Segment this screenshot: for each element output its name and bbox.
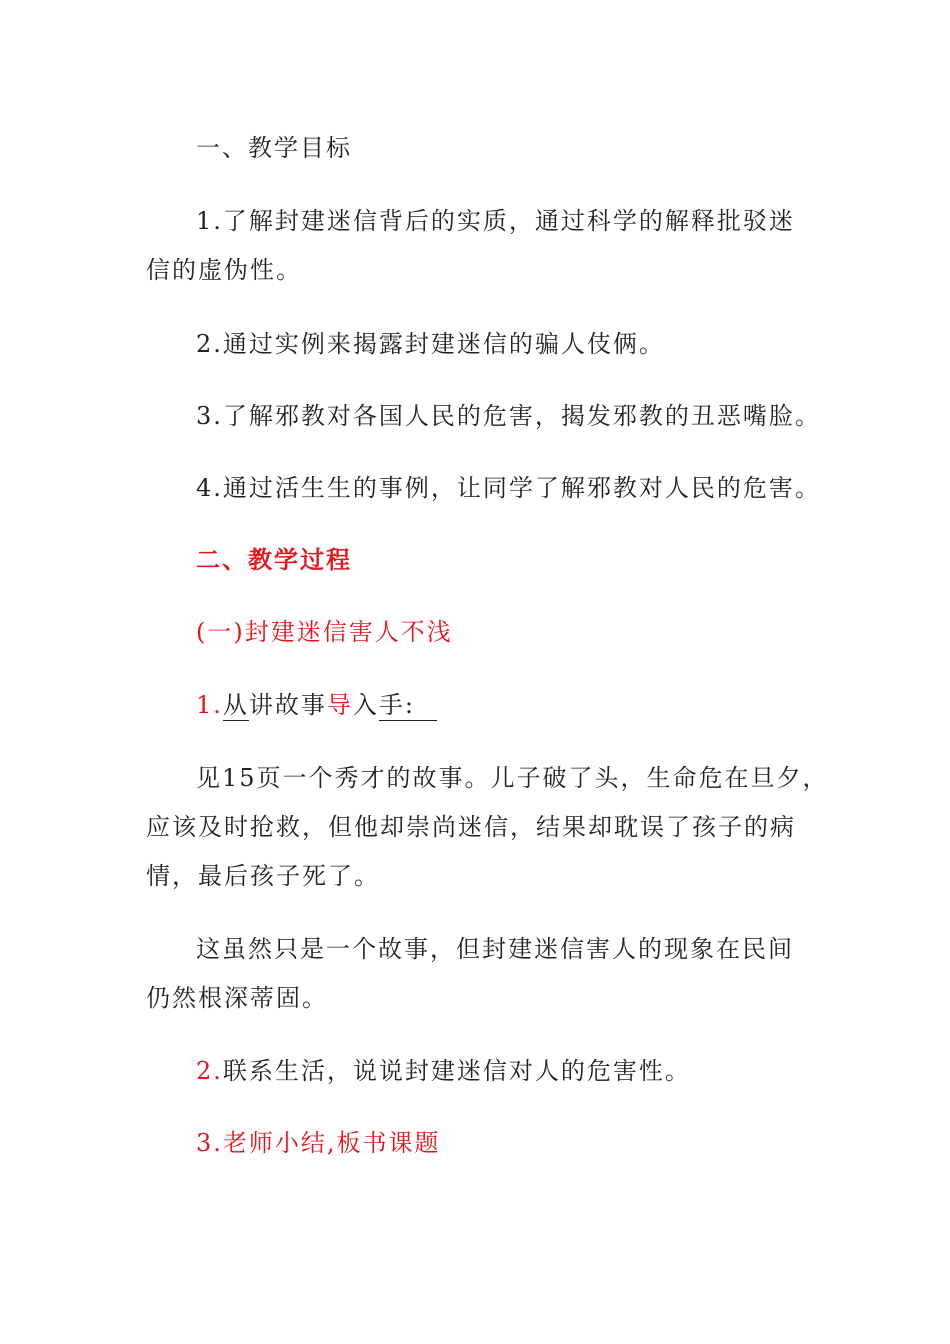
story-line-1: 见15页一个秀才的故事。儿子破了头，生命危在旦夕， — [196, 764, 829, 792]
step-1-text-a: 从 — [222, 691, 249, 719]
story-line-3: 情，最后孩子死了。 — [146, 862, 380, 890]
objectives-heading: 一、教学目标 — [196, 134, 352, 162]
step-1-text-c: 导 — [326, 691, 353, 719]
note-line-2: 仍然根深蒂固。 — [146, 984, 328, 1012]
story-line-2: 应该及时抢救，但他却崇尚迷信，结果却耽误了孩子的病 — [146, 813, 796, 841]
objective-1-line-1: 1.了解封建迷信背后的实质，通过科学的解释批驳迷 — [196, 207, 795, 235]
step-2 — [196, 1056, 691, 1086]
step-3: 3.老师小结,板书课题 — [196, 1129, 441, 1157]
objective-2: 2.通过实例来揭露封建迷信的骗人伎俩。 — [196, 330, 665, 358]
step-1-text-d: 入 — [352, 691, 379, 719]
step-2-text: 联系生活，说说封建迷信对人的危害性。 — [222, 1057, 691, 1085]
note-line-1: 这虽然只是一个故事，但封建迷信害人的现象在民间 — [196, 935, 794, 963]
process-heading: 二、教学过程 — [196, 545, 352, 574]
step-1-number: 1. — [196, 691, 223, 719]
section-1-title: (一)封建迷信害人不浅 — [196, 618, 453, 646]
objective-1-line-2: 信的虚伪性。 — [146, 256, 302, 284]
step-1-text-e: 手: — [379, 690, 437, 721]
step-1-text-b: 讲故事 — [248, 691, 327, 719]
step-1 — [196, 690, 437, 721]
step-2-number: 2. — [196, 1057, 223, 1085]
objective-4: 4.通过活生生的事例，让同学了解邪教对人民的危害。 — [196, 474, 821, 502]
objective-3: 3.了解邪教对各国人民的危害，揭发邪教的丑恶嘴脸。 — [196, 402, 821, 430]
